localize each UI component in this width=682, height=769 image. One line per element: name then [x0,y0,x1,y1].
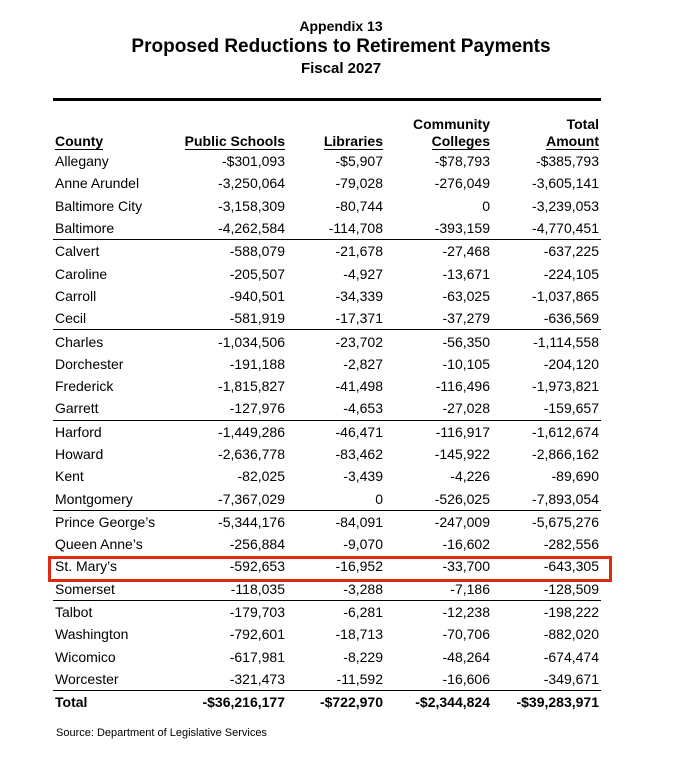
cell-total-amount: -1,037,865 [532,287,599,304]
cell-public-schools: -3,250,064 [218,175,285,192]
cell-county: Washington [55,626,129,643]
cell-county: Calvert [55,243,100,260]
cell-community-colleges: -48,264 [442,648,490,665]
cell-public-schools: -588,079 [229,243,285,260]
cell-county: Frederick [55,378,114,395]
cell-county: Dorchester [55,355,124,372]
cell-public-schools: -256,884 [229,536,285,553]
cell-community-colleges: -526,025 [385,487,492,510]
cell-public-schools: -4,262,584 [160,217,287,240]
cell-total-amount: -2,866,162 [532,446,599,462]
header-public-schools: Public Schools [184,133,285,149]
table-row [53,262,601,284]
cell-county: Baltimore [53,217,160,240]
cell-public-schools: -$301,093 [221,153,285,170]
cell-community-colleges: -$78,793 [434,153,490,170]
cell-public-schools: -321,473 [160,668,287,691]
cell-total-amount: -282,556 [543,536,599,553]
header-libraries: Libraries [323,133,383,149]
cell-county: Carroll [55,287,97,304]
cell-community-colleges: -27,468 [442,243,490,260]
cell-total-amount: -1,114,558 [533,333,599,350]
cell-county: Baltimore City [55,197,143,214]
cell-community-colleges: -27,028 [385,397,492,420]
cell-total-amount: -4,770,451 [492,217,601,240]
cell-total-amount: -89,690 [551,468,599,485]
cell-libraries: -80,744 [335,197,383,214]
cell-community-colleges: -70,706 [442,626,490,643]
retirement-reductions-table [53,114,601,713]
appendix-label: Appendix 13 [299,18,383,34]
cell-community-colleges: -37,279 [385,307,492,330]
table-header-row [53,114,601,150]
cell-county: Kent [55,468,84,485]
cell-community-colleges: -10,105 [442,355,490,372]
cell-libraries: -$5,907 [335,153,383,170]
cell-libraries: -16,952 [335,558,383,575]
cell-county: Charles [55,333,104,350]
table-row [53,353,601,375]
cell-public-schools: -792,601 [229,626,285,643]
table-row [53,285,601,307]
table-row [53,443,601,465]
total-cell-libraries: -$722,970 [319,694,383,711]
cell-community-colleges: -63,025 [442,287,490,304]
cell-total-amount: -5,675,276 [532,513,599,530]
cell-libraries: -84,091 [335,513,383,530]
cell-total-amount: -674,474 [543,648,599,665]
table-row [53,195,601,217]
table-row [53,600,601,623]
source-note: Source: Department of Legislative Services [56,727,267,739]
table-row [53,307,601,330]
cell-public-schools: -1,034,506 [218,333,285,350]
cell-total-amount: -159,657 [492,397,601,420]
cell-total-amount: -637,225 [543,243,599,260]
cell-total-amount: -1,612,674 [532,423,599,440]
cell-community-colleges: -116,496 [435,378,490,395]
table-row [53,465,601,487]
table-row [53,330,601,353]
cell-libraries: -79,028 [335,175,383,192]
cell-libraries: -21,678 [335,243,383,260]
cell-county: Cecil [53,307,160,330]
cell-community-colleges: -247,009 [434,513,490,530]
cell-libraries: -41,498 [335,378,383,395]
cell-total-amount: -224,105 [543,265,599,282]
cell-community-colleges: -276,049 [434,175,490,192]
cell-public-schools: -940,501 [229,287,285,304]
table-row [53,487,601,510]
total-cell-community-colleges: -$2,344,824 [415,694,490,711]
cell-county: Worcester [53,668,160,691]
cell-county: Talbot [55,604,93,621]
table-body [53,150,601,713]
cell-libraries: -46,471 [335,423,383,440]
table-row [53,578,601,601]
cell-county: Wicomico [55,648,116,665]
cell-total-amount: -1,973,821 [532,378,599,395]
cell-public-schools: -617,981 [229,648,285,665]
cell-county: Anne Arundel [55,175,140,192]
cell-total-amount: -7,893,054 [492,487,601,510]
cell-total-amount: -$385,793 [535,153,599,170]
table-row [53,217,601,240]
cell-total-amount: -349,671 [492,668,601,691]
cell-public-schools: -179,703 [229,604,285,621]
cell-total-amount: -643,305 [543,558,599,575]
cell-county: Harford [55,423,102,440]
table-row [53,533,601,555]
cell-public-schools: -7,367,029 [160,487,287,510]
cell-community-colleges: -12,238 [442,604,490,621]
cell-libraries: -4,927 [343,265,383,282]
header-total-amount: Total Amount [546,116,599,149]
cell-libraries: 0 [287,487,385,510]
cell-total-amount: -198,222 [543,604,599,621]
table-row [53,172,601,194]
cell-county: Howard [55,446,104,462]
cell-public-schools: -5,344,176 [218,513,285,530]
cell-public-schools: -82,025 [237,468,285,485]
cell-public-schools: -3,158,309 [218,197,285,214]
total-cell-county: Total [55,694,88,711]
header-community-colleges: Community Colleges [413,116,490,149]
cell-total-amount: -128,509 [492,578,601,601]
cell-libraries: -6,281 [343,604,383,621]
table-row [53,510,601,533]
table-row [53,150,601,172]
cell-community-colleges: -393,159 [385,217,492,240]
cell-total-amount: -636,569 [492,307,601,330]
cell-public-schools: -2,636,778 [218,446,285,462]
table-row [53,555,601,577]
cell-public-schools: -205,507 [229,265,285,282]
cell-public-schools: -118,035 [160,578,287,601]
table-row [53,375,601,397]
total-cell-public-schools: -$36,216,177 [202,694,285,711]
cell-county: Allegany [55,153,109,170]
cell-libraries: -17,371 [287,307,385,330]
cell-community-colleges: -145,922 [434,446,490,462]
cell-community-colleges: -116,917 [435,423,490,440]
cell-libraries: -9,070 [343,536,383,553]
table-row [53,668,601,691]
cell-community-colleges: -4,226 [450,468,490,485]
cell-public-schools: -592,653 [229,558,285,575]
cell-community-colleges: 0 [482,197,490,214]
cell-county: Caroline [55,265,108,282]
cell-total-amount: -882,020 [543,626,599,643]
table-row [53,623,601,645]
cell-total-amount: -204,120 [543,355,599,372]
top-rule [53,98,601,101]
cell-libraries: -8,229 [343,648,383,665]
cell-public-schools: -127,976 [160,397,287,420]
cell-total-amount: -3,605,141 [532,175,599,192]
cell-county: Montgomery [53,487,160,510]
cell-total-amount: -3,239,053 [532,197,599,214]
cell-community-colleges: -13,671 [442,265,490,282]
cell-public-schools: -1,815,827 [218,378,285,395]
page-title: Proposed Reductions to Retirement Payments [131,36,551,57]
cell-community-colleges: -33,700 [442,558,490,575]
cell-libraries: -2,827 [343,355,383,372]
cell-community-colleges: -7,186 [385,578,492,601]
cell-libraries: -34,339 [335,287,383,304]
page-subtitle: Fiscal 2027 [300,60,382,77]
cell-libraries: -3,288 [287,578,385,601]
table-row [53,240,601,263]
total-row [53,691,601,714]
cell-libraries: -3,439 [343,468,383,485]
total-cell-total-amount: -$39,283,971 [516,694,599,711]
table-row [53,420,601,443]
cell-community-colleges: -16,602 [442,536,490,553]
cell-libraries: -11,592 [287,668,385,691]
header-county: County [55,133,104,149]
cell-community-colleges: -56,350 [442,333,490,350]
cell-community-colleges: -16,606 [385,668,492,691]
cell-libraries: -18,713 [335,626,383,643]
cell-libraries: -83,462 [335,446,383,462]
cell-county: Queen Anne’s [55,536,143,553]
cell-libraries: -23,702 [335,333,383,350]
cell-libraries: -4,653 [287,397,385,420]
cell-county: St. Mary’s [55,558,117,575]
table-row [53,646,601,668]
cell-public-schools: -191,188 [229,355,285,372]
cell-county: Prince George’s [55,513,156,530]
cell-public-schools: -581,919 [160,307,287,330]
cell-libraries: -114,708 [287,217,385,240]
cell-county: Somerset [53,578,160,601]
cell-public-schools: -1,449,286 [218,423,285,440]
table-row [53,397,601,420]
cell-county: Garrett [53,397,160,420]
